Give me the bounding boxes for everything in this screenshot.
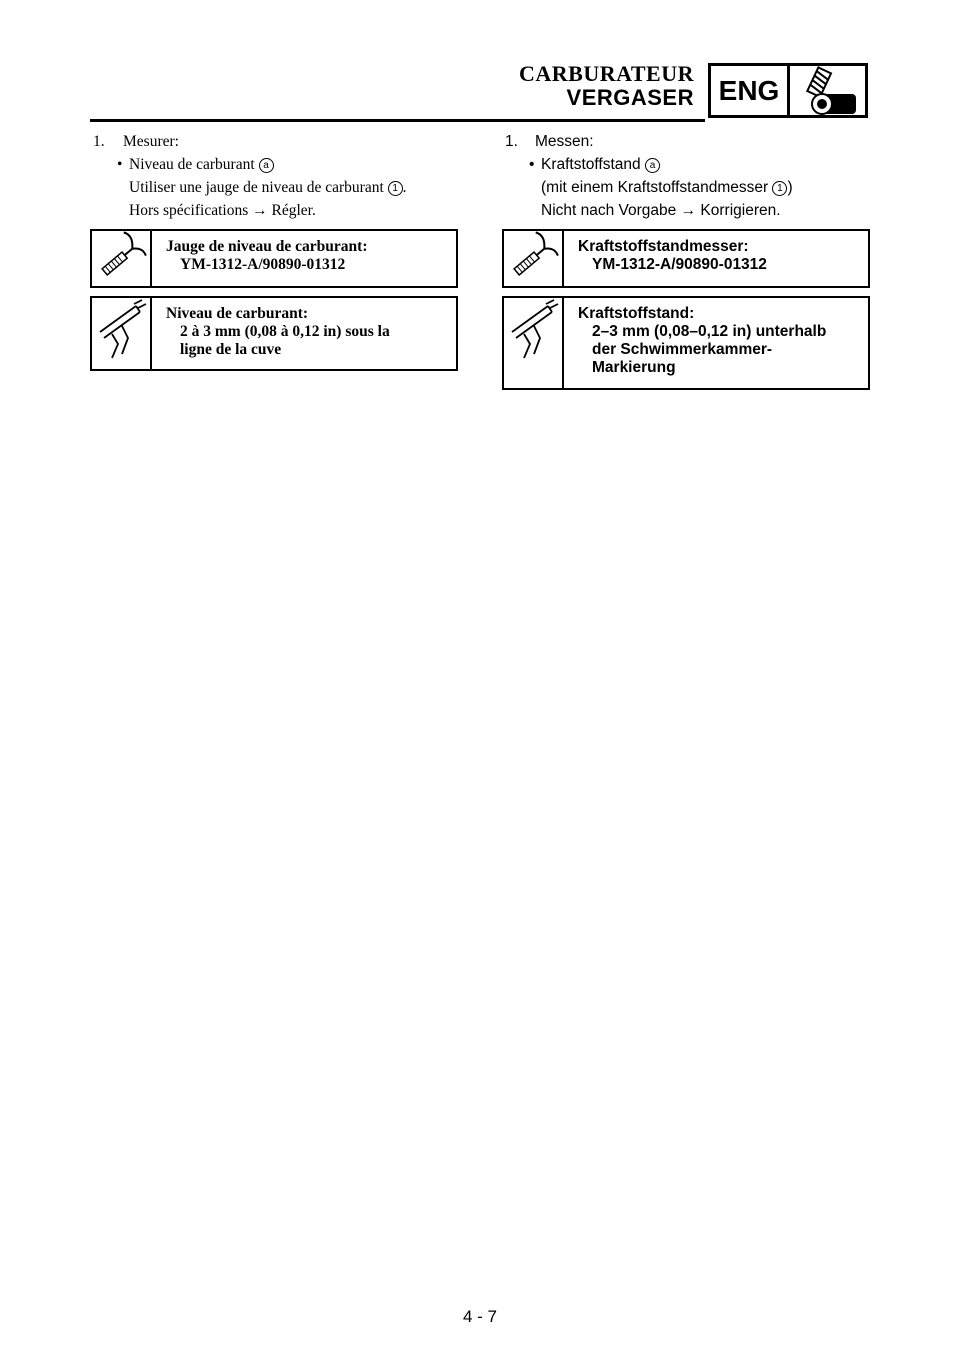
out-of-spec-text: Nicht nach Vorgabe bbox=[541, 202, 677, 219]
engine-bolt-icon bbox=[790, 63, 868, 118]
bullet: • bbox=[117, 156, 123, 173]
page-number: 4 - 7 bbox=[462, 1307, 498, 1326]
arrow-icon: → bbox=[252, 202, 268, 219]
spec-value-line: ligne de la cuve bbox=[180, 341, 282, 358]
out-of-spec-text: Hors spécifications bbox=[129, 202, 249, 219]
step-measure bbox=[90, 130, 460, 153]
bullet-text bbox=[129, 153, 274, 176]
step-label: Messen: bbox=[535, 133, 594, 150]
marker-a: a bbox=[645, 158, 660, 173]
action-text: Korrigieren. bbox=[700, 202, 781, 219]
step-measure bbox=[502, 130, 872, 153]
step-number: 1. bbox=[93, 133, 105, 150]
spec-text bbox=[564, 298, 826, 388]
instruction-line bbox=[90, 176, 460, 199]
action-text: Régler. bbox=[271, 202, 316, 219]
spec-value-line: 2–3 mm (0,08–0,12 in) unterhalb bbox=[592, 323, 827, 340]
tool-part-number: YM-1312-A/90890-01312 bbox=[592, 256, 767, 273]
instruction-end: . bbox=[402, 179, 407, 196]
step-label: Mesurer: bbox=[123, 133, 179, 150]
bullet: • bbox=[529, 156, 535, 173]
tool-part-number: YM-1312-A/90890-01312 bbox=[180, 256, 346, 273]
spec-text bbox=[152, 298, 390, 369]
tool-text bbox=[152, 231, 368, 286]
tool-title: Jauge de niveau de carburant: bbox=[166, 238, 368, 255]
header-rule bbox=[90, 119, 705, 122]
special-tool-icon bbox=[504, 231, 564, 286]
instruction-line bbox=[502, 176, 872, 199]
spec-value-line: der Schwimmerkammer- bbox=[592, 341, 773, 358]
german-column bbox=[502, 130, 872, 222]
spec-value-line: 2 à 3 mm (0,08 à 0,12 in) sous la bbox=[180, 323, 390, 340]
step-number: 1. bbox=[505, 133, 518, 150]
bullet-item bbox=[90, 153, 460, 176]
instruction-text: (mit einem Kraftstoffstandmesser bbox=[541, 179, 769, 196]
section-title-german: VERGASER bbox=[566, 85, 694, 110]
bullet-text bbox=[541, 153, 660, 176]
bullet-item bbox=[502, 153, 872, 176]
tool-box-german bbox=[502, 229, 870, 288]
spec-box-german bbox=[502, 296, 870, 390]
spec-title: Kraftstoffstand: bbox=[578, 305, 695, 322]
marker-1: 1 bbox=[388, 181, 403, 196]
caliper-spec-icon bbox=[92, 298, 152, 369]
spec-box-french bbox=[90, 296, 458, 371]
section-title-french: CARBURATEUR bbox=[519, 61, 694, 86]
eng-badge: ENG bbox=[708, 63, 790, 118]
french-column bbox=[90, 130, 460, 222]
item-text: Niveau de carburant bbox=[129, 156, 255, 173]
spec-value-line: Markierung bbox=[592, 359, 676, 376]
item-text: Kraftstoffstand bbox=[541, 156, 641, 173]
out-of-spec-line bbox=[502, 199, 872, 222]
tool-box-french bbox=[90, 229, 458, 288]
marker-1: 1 bbox=[772, 181, 787, 196]
spec-title: Niveau de carburant: bbox=[166, 305, 309, 322]
instruction-end: ) bbox=[787, 179, 793, 196]
out-of-spec-line bbox=[90, 199, 460, 222]
instruction-text: Utiliser une jauge de niveau de carburant bbox=[129, 179, 384, 196]
special-tool-icon bbox=[92, 231, 152, 286]
marker-a: a bbox=[259, 158, 274, 173]
caliper-spec-icon bbox=[504, 298, 564, 388]
tool-title: Kraftstoffstandmesser: bbox=[578, 238, 749, 255]
tool-text bbox=[564, 231, 767, 286]
arrow-icon: → bbox=[680, 202, 697, 219]
